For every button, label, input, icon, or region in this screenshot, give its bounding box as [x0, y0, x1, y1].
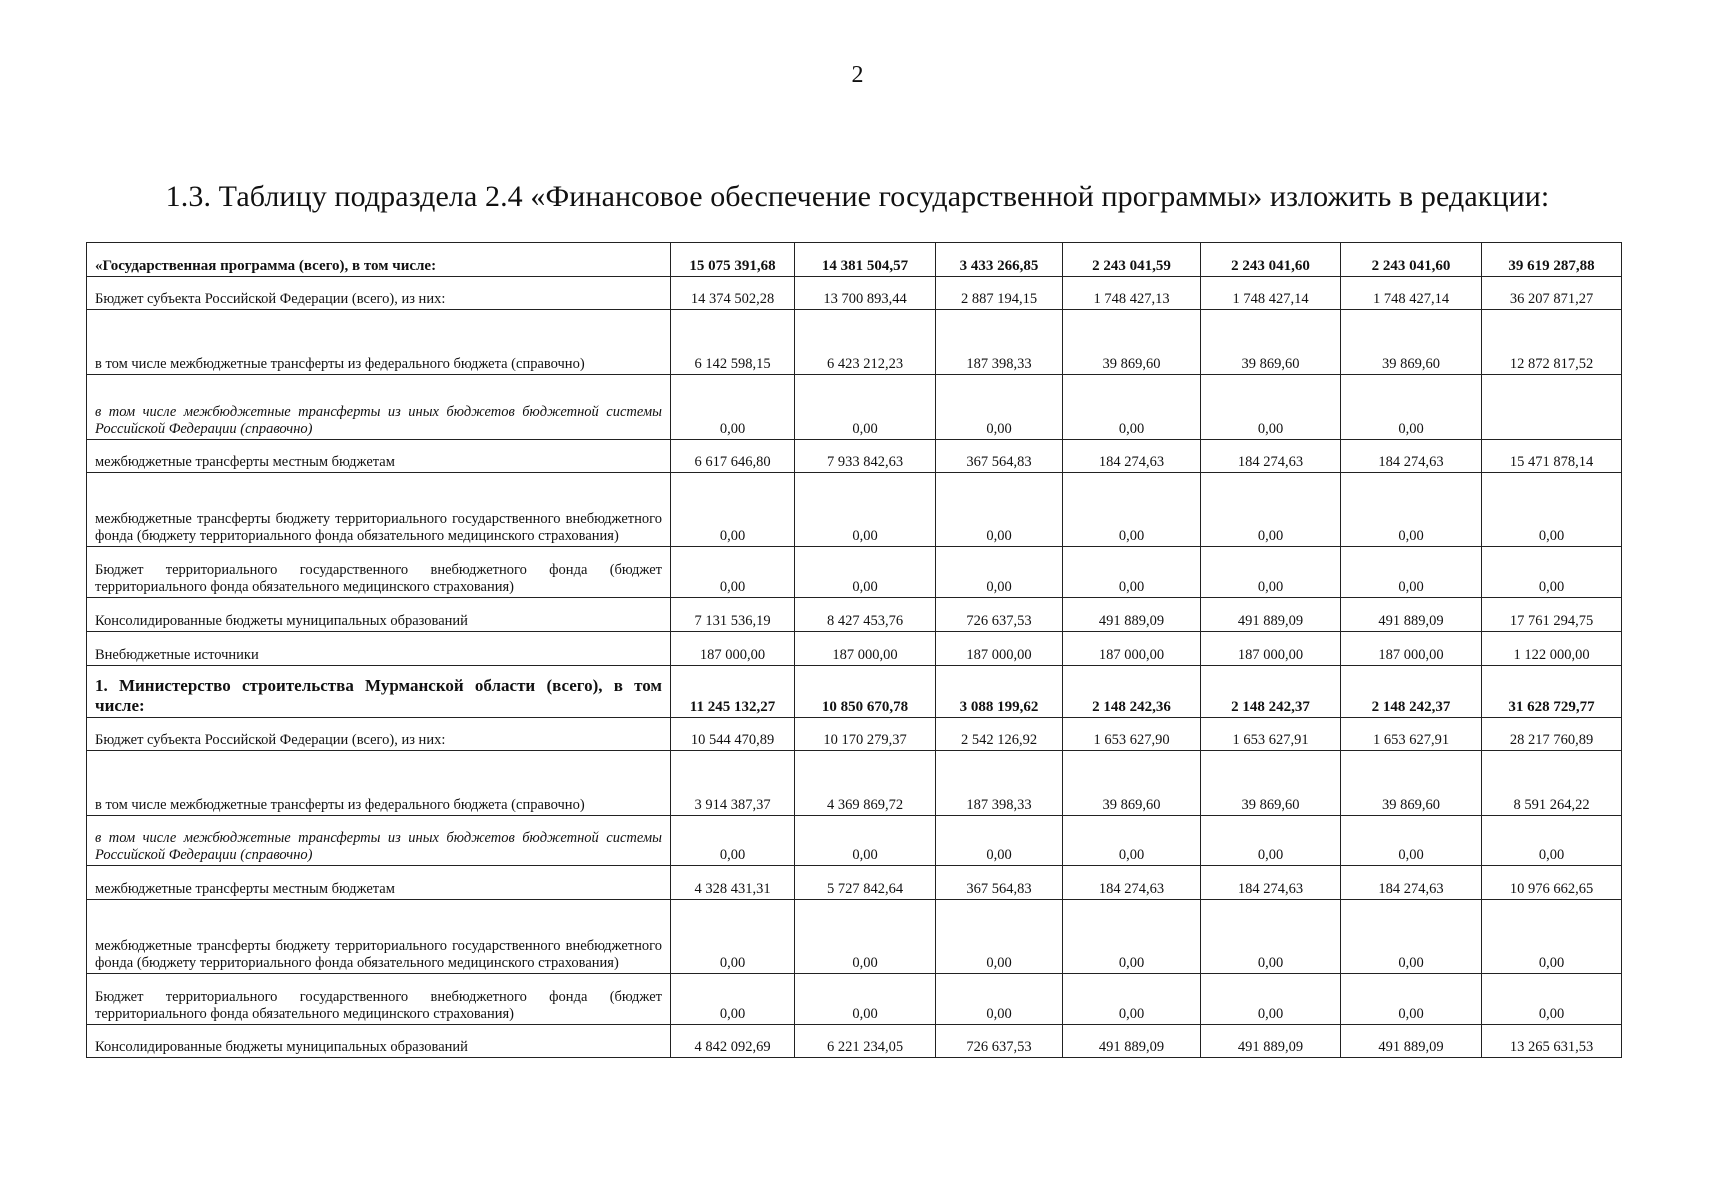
value-cell: 0,00	[1482, 974, 1622, 1025]
value-cell: 0,00	[671, 375, 795, 440]
row-label: Бюджет субъекта Российской Федерации (всего), из них:	[87, 277, 671, 310]
row-label: межбюджетные трансферты местным бюджетам	[87, 440, 671, 473]
value-cell: 7 131 536,19	[671, 598, 795, 632]
table-row	[87, 816, 1622, 866]
value-cell: 0,00	[1063, 547, 1201, 598]
value-cell: 184 274,63	[1341, 866, 1482, 900]
value-cell: 36 207 871,27	[1482, 277, 1622, 310]
table-row	[87, 751, 1622, 816]
value-cell: 10 976 662,65	[1482, 866, 1622, 900]
table-row	[87, 375, 1622, 440]
value-cell: 2 243 041,60	[1201, 243, 1341, 277]
value-cell: 8 427 453,76	[795, 598, 936, 632]
row-label: в том числе межбюджетные трансферты из федерального бюджета (справочно)	[87, 310, 671, 375]
table-row	[87, 900, 1622, 974]
table-row	[87, 243, 1622, 277]
value-cell: 0,00	[1341, 900, 1482, 974]
value-cell: 39 869,60	[1201, 310, 1341, 375]
row-label: межбюджетные трансферты местным бюджетам	[87, 866, 671, 900]
value-cell: 187 398,33	[936, 751, 1063, 816]
value-cell: 0,00	[1063, 473, 1201, 547]
value-cell: 4 328 431,31	[671, 866, 795, 900]
value-cell: 0,00	[1341, 473, 1482, 547]
value-cell: 184 274,63	[1341, 440, 1482, 473]
value-cell: 0,00	[795, 974, 936, 1025]
value-cell: 15 075 391,68	[671, 243, 795, 277]
value-cell: 3 433 266,85	[936, 243, 1063, 277]
value-cell: 0,00	[795, 547, 936, 598]
value-cell: 15 471 878,14	[1482, 440, 1622, 473]
value-cell: 2 148 242,36	[1063, 666, 1201, 718]
value-cell: 0,00	[795, 816, 936, 866]
value-cell: 0,00	[1063, 974, 1201, 1025]
value-cell: 726 637,53	[936, 1025, 1063, 1058]
value-cell: 0,00	[936, 816, 1063, 866]
value-cell: 0,00	[1201, 375, 1341, 440]
value-cell: 0,00	[936, 375, 1063, 440]
value-cell: 2 243 041,60	[1341, 243, 1482, 277]
value-cell: 0,00	[1201, 816, 1341, 866]
value-cell: 2 542 126,92	[936, 718, 1063, 751]
value-cell: 6 423 212,23	[795, 310, 936, 375]
value-cell: 0,00	[795, 375, 936, 440]
value-cell: 31 628 729,77	[1482, 666, 1622, 718]
row-label: Консолидированные бюджеты муниципальных образований	[87, 1025, 671, 1058]
value-cell: 0,00	[1341, 816, 1482, 866]
value-cell: 1 653 627,91	[1341, 718, 1482, 751]
value-cell: 184 274,63	[1063, 866, 1201, 900]
value-cell: 6 221 234,05	[795, 1025, 936, 1058]
value-cell: 187 000,00	[1063, 632, 1201, 666]
value-cell: 39 619 287,88	[1482, 243, 1622, 277]
row-label: Бюджет территориального государственного внебюджетного фонда (бюджет территориального фонда обязательного медицинского страхования)	[87, 547, 671, 598]
value-cell: 5 727 842,64	[795, 866, 936, 900]
value-cell: 184 274,63	[1201, 440, 1341, 473]
value-cell: 0,00	[1063, 816, 1201, 866]
value-cell: 367 564,83	[936, 866, 1063, 900]
value-cell: 184 274,63	[1063, 440, 1201, 473]
row-label: межбюджетные трансферты бюджету территориального государственного внебюджетного фонда (бюджету территориального фонда обязательного медицинского страхования)	[87, 473, 671, 547]
value-cell: 491 889,09	[1341, 1025, 1482, 1058]
value-cell: 0,00	[1201, 473, 1341, 547]
table-row	[87, 473, 1622, 547]
value-cell: 187 000,00	[795, 632, 936, 666]
value-cell: 0,00	[936, 473, 1063, 547]
value-cell: 2 148 242,37	[1341, 666, 1482, 718]
value-cell: 184 274,63	[1201, 866, 1341, 900]
table-row	[87, 547, 1622, 598]
value-cell: 1 122 000,00	[1482, 632, 1622, 666]
financing-table	[86, 242, 1622, 1058]
value-cell: 0,00	[795, 473, 936, 547]
value-cell: 6 142 598,15	[671, 310, 795, 375]
value-cell: 0,00	[671, 900, 795, 974]
value-cell: 1 748 427,14	[1341, 277, 1482, 310]
value-cell: 0,00	[1201, 974, 1341, 1025]
value-cell: 187 000,00	[671, 632, 795, 666]
table-row	[87, 598, 1622, 632]
value-cell: 1 748 427,13	[1063, 277, 1201, 310]
value-cell: 0,00	[1482, 547, 1622, 598]
value-cell: 0,00	[1201, 547, 1341, 598]
value-cell: 0,00	[1341, 375, 1482, 440]
table-row	[87, 866, 1622, 900]
row-label: в том числе межбюджетные трансферты из иных бюджетов бюджетной системы Российской Федерации (справочно)	[87, 816, 671, 866]
value-cell: 39 869,60	[1341, 751, 1482, 816]
value-cell: 3 914 387,37	[671, 751, 795, 816]
row-label: межбюджетные трансферты бюджету территориального государственного внебюджетного фонда (бюджету территориального фонда обязательного медицинского страхования)	[87, 900, 671, 974]
value-cell: 0,00	[936, 974, 1063, 1025]
row-label: Бюджет субъекта Российской Федерации (всего), из них:	[87, 718, 671, 751]
value-cell: 0,00	[671, 974, 795, 1025]
value-cell: 0,00	[936, 547, 1063, 598]
value-cell: 13 265 631,53	[1482, 1025, 1622, 1058]
row-label: «Государственная программа (всего), в том числе:	[87, 243, 671, 277]
value-cell: 726 637,53	[936, 598, 1063, 632]
value-cell: 12 872 817,52	[1482, 310, 1622, 375]
table-row	[87, 666, 1622, 718]
value-cell: 187 398,33	[936, 310, 1063, 375]
table-row	[87, 974, 1622, 1025]
value-cell: 187 000,00	[1341, 632, 1482, 666]
value-cell: 7 933 842,63	[795, 440, 936, 473]
value-cell: 0,00	[671, 547, 795, 598]
value-cell: 11 245 132,27	[671, 666, 795, 718]
value-cell: 4 842 092,69	[671, 1025, 795, 1058]
value-cell: 8 591 264,22	[1482, 751, 1622, 816]
value-cell: 14 381 504,57	[795, 243, 936, 277]
value-cell: 491 889,09	[1063, 1025, 1201, 1058]
value-cell: 491 889,09	[1201, 598, 1341, 632]
value-cell: 39 869,60	[1063, 751, 1201, 816]
row-label: Бюджет территориального государственного внебюджетного фонда (бюджет территориального фонда обязательного медицинского страхования)	[87, 974, 671, 1025]
value-cell: 0,00	[936, 900, 1063, 974]
row-label: Консолидированные бюджеты муниципальных образований	[87, 598, 671, 632]
table-row	[87, 310, 1622, 375]
value-cell: 1 653 627,90	[1063, 718, 1201, 751]
value-cell: 491 889,09	[1201, 1025, 1341, 1058]
row-label: Внебюджетные источники	[87, 632, 671, 666]
value-cell: 39 869,60	[1063, 310, 1201, 375]
table-row	[87, 632, 1622, 666]
value-cell: 0,00	[671, 473, 795, 547]
value-cell: 0,00	[1482, 900, 1622, 974]
table-row	[87, 440, 1622, 473]
value-cell: 491 889,09	[1063, 598, 1201, 632]
section-heading: 1.3. Таблицу подраздела 2.4 «Финансовое обеспечение государственной программы» изложить в редакции:	[165, 180, 1550, 213]
row-label: 1. Министерство строительства Мурманской области (всего), в том числе:	[87, 666, 671, 718]
value-cell: 187 000,00	[1201, 632, 1341, 666]
value-cell: 39 869,60	[1201, 751, 1341, 816]
value-cell: 2 887 194,15	[936, 277, 1063, 310]
table-row	[87, 1025, 1622, 1058]
value-cell: 14 374 502,28	[671, 277, 795, 310]
value-cell: 0,00	[671, 816, 795, 866]
row-label: в том числе межбюджетные трансферты из федерального бюджета (справочно)	[87, 751, 671, 816]
value-cell: 0,00	[1482, 816, 1622, 866]
value-cell: 10 544 470,89	[671, 718, 795, 751]
value-cell: 3 088 199,62	[936, 666, 1063, 718]
value-cell: 0,00	[1341, 547, 1482, 598]
value-cell: 0,00	[1063, 375, 1201, 440]
value-cell: 491 889,09	[1341, 598, 1482, 632]
row-label: в том числе межбюджетные трансферты из иных бюджетов бюджетной системы Российской Федерации (справочно)	[87, 375, 671, 440]
value-cell	[1482, 375, 1622, 440]
value-cell: 10 170 279,37	[795, 718, 936, 751]
value-cell: 6 617 646,80	[671, 440, 795, 473]
table-row	[87, 277, 1622, 310]
value-cell: 0,00	[1063, 900, 1201, 974]
value-cell: 367 564,83	[936, 440, 1063, 473]
value-cell: 10 850 670,78	[795, 666, 936, 718]
value-cell: 17 761 294,75	[1482, 598, 1622, 632]
value-cell: 0,00	[1341, 974, 1482, 1025]
value-cell: 4 369 869,72	[795, 751, 936, 816]
table-row	[87, 718, 1622, 751]
value-cell: 39 869,60	[1341, 310, 1482, 375]
value-cell: 1 653 627,91	[1201, 718, 1341, 751]
value-cell: 0,00	[795, 900, 936, 974]
value-cell: 28 217 760,89	[1482, 718, 1622, 751]
value-cell: 0,00	[1201, 900, 1341, 974]
page-number: 2	[851, 62, 864, 88]
value-cell: 187 000,00	[936, 632, 1063, 666]
value-cell: 13 700 893,44	[795, 277, 936, 310]
value-cell: 2 243 041,59	[1063, 243, 1201, 277]
value-cell: 2 148 242,37	[1201, 666, 1341, 718]
value-cell: 1 748 427,14	[1201, 277, 1341, 310]
value-cell: 0,00	[1482, 473, 1622, 547]
